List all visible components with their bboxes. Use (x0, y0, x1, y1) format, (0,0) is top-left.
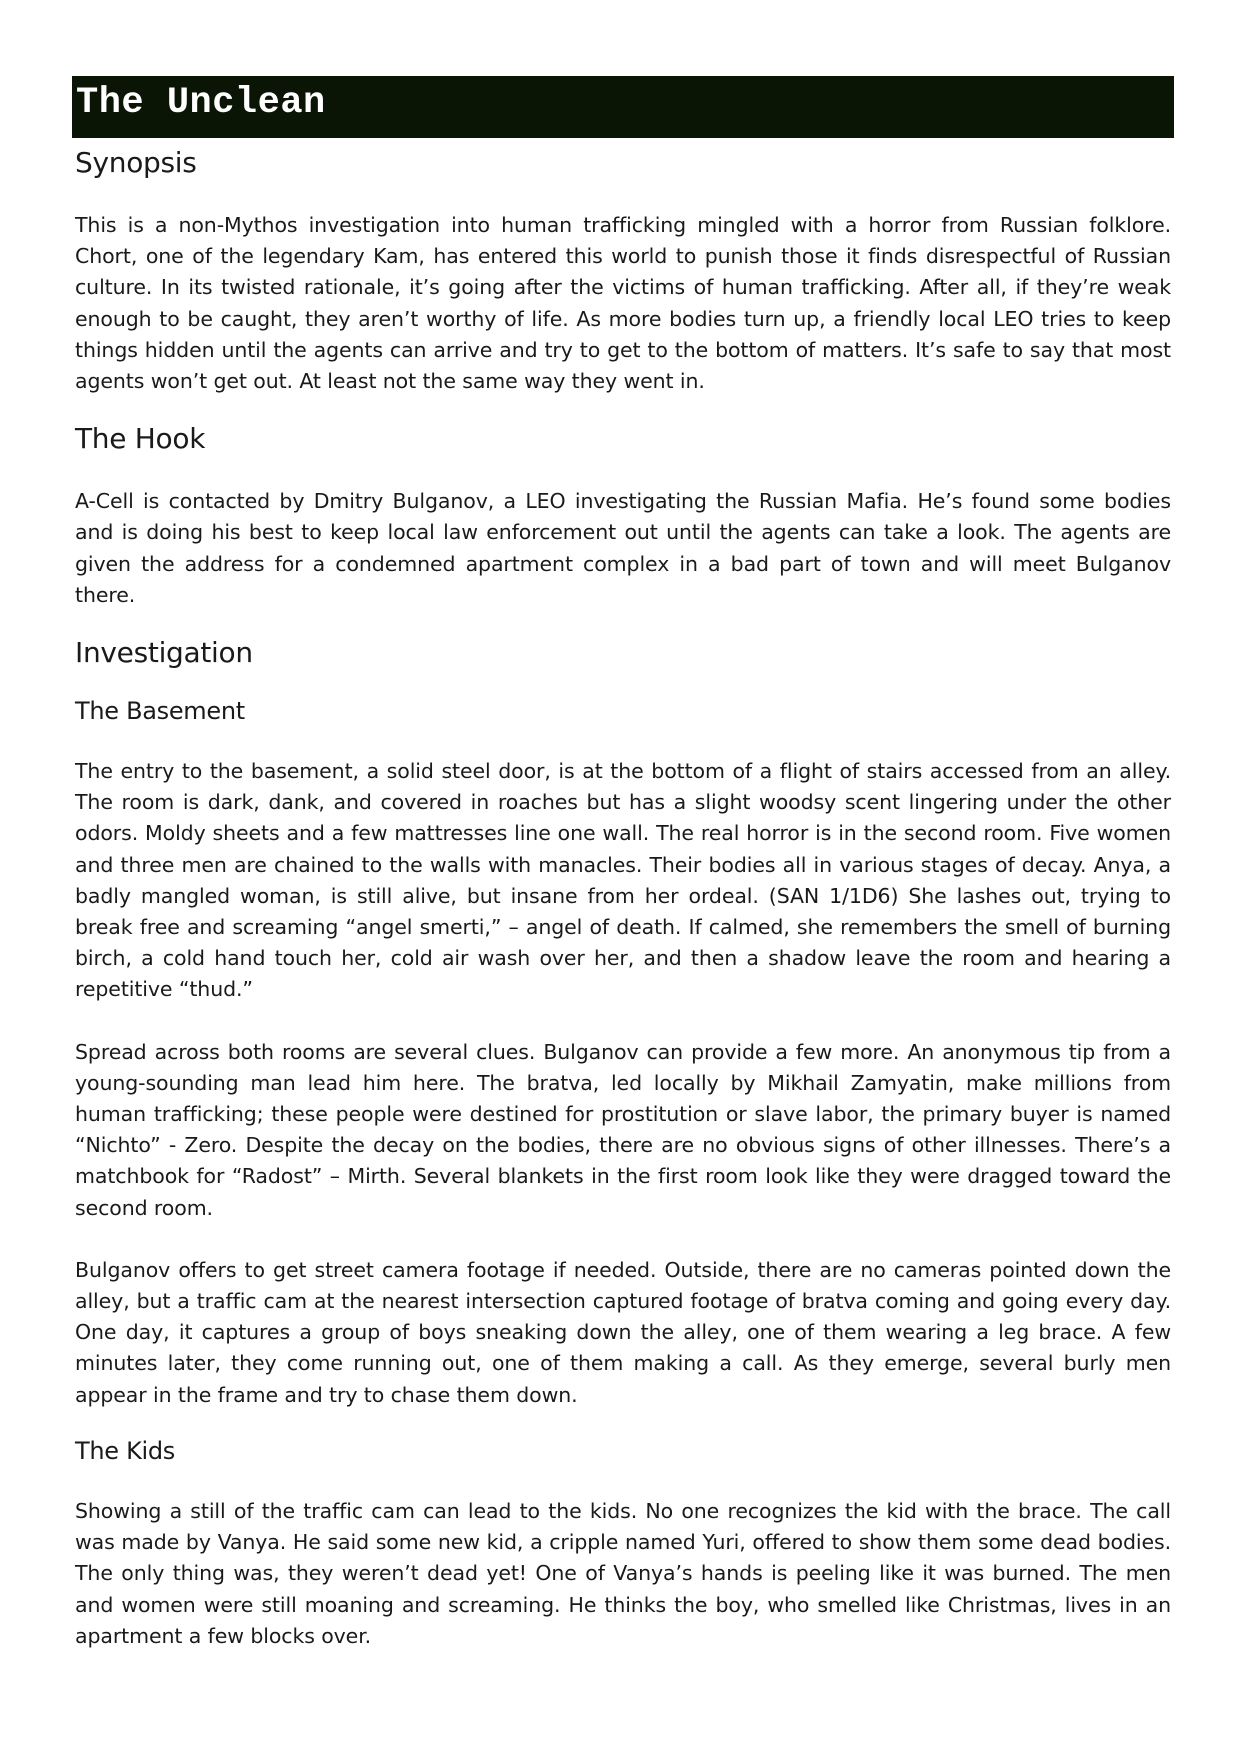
document-page (72, 76, 1174, 1652)
paragraph-synopsis: This is a non-Mythos investigation into human trafficking mingled with a horror from Russian folklore. Chort, one of the legendary Kam, has entered this world to punish those it finds disrespectful of Russian culture. In its twisted rationale, it’s going after the victims of human trafficking. After all, if they’re weak enough to be caught, they aren’t worthy of life. As more bodies turn up, a friendly local LEO tries to keep things hidden until the agents can arrive and try to get to the bottom of matters. It’s safe to say that most agents won’t get out. At least not the same way they went in. (75, 213, 1171, 394)
document-body (72, 146, 1174, 1652)
paragraph-the-hook: A-Cell is contacted by Dmitry Bulganov, a LEO investigating the Russian Mafia. He’s found some bodies and is doing his best to keep local law enforcement out until the agents can take a look. The agents are given the address for a condemned apartment complex in a bad part of town and will meet Bulganov there. (75, 489, 1171, 607)
heading-synopsis: Synopsis (75, 146, 197, 179)
title-bar (72, 76, 1174, 138)
paragraph-basement-2: Spread across both rooms are several clues. Bulganov can provide a few more. An anonymous tip from a young-sounding man lead him here. The bratva, led locally by Mikhail Zamyatin, make millions from human trafficking; these people were destined for prostitution or slave labor, the primary buyer is named “Nichto” - Zero. Despite the decay on the bodies, there are no obvious signs of other illnesses. There’s a matchbook for “Radost” – Mirth. Several blankets in the first room look like they were dragged toward the second room. (75, 1039, 1171, 1220)
heading-the-basement: The Basement (75, 697, 245, 726)
paragraph-basement-1: The entry to the basement, a solid steel door, is at the bottom of a flight of stairs accessed from an alley. The room is dark, dank, and covered in roaches but has a slight woodsy scent lingering under the other odors. Moldy sheets and a few mattresses line one wall. The real horror is in the second room. Five women and three men are chained to the walls with manacles. Their bodies all in various stages of decay. Anya, a badly mangled woman, is still alive, but insane from her ordeal. (SAN 1/1D6) She lashes out, trying to break free and screaming “angel smerti,” – angel of death. If calmed, she remembers the smell of burning birch, a cold hand touch her, cold air wash over her, and then a shadow leave the room and hearing a repetitive “thud.” (75, 759, 1171, 1002)
heading-the-hook: The Hook (75, 422, 206, 456)
document-title: The Unclean (76, 81, 326, 124)
heading-the-kids: The Kids (75, 1436, 176, 1465)
paragraph-basement-3: Bulganov offers to get street camera footage if needed. Outside, there are no cameras pointed down the alley, but a traffic cam at the nearest intersection captured footage of bratva coming and going every day. One day, it captures a group of boys sneaking down the alley, one of them wearing a leg brace. A few minutes later, they come running out, one of them making a call. As they emerge, several burly men appear in the frame and try to chase them down. (75, 1257, 1171, 1407)
heading-investigation: Investigation (75, 636, 253, 670)
paragraph-the-kids: Showing a still of the traffic cam can lead to the kids. No one recognizes the kid with the brace. The call was made by Vanya. He said some new kid, a cripple named Yuri, offered to show them some dead bodies. The only thing was, they weren’t dead yet! One of Vanya’s hands is peeling like it was burned. The men and women were still moaning and screaming. He thinks the boy, who smelled like Christmas, lives in an apartment a few blocks over. (75, 1498, 1171, 1648)
